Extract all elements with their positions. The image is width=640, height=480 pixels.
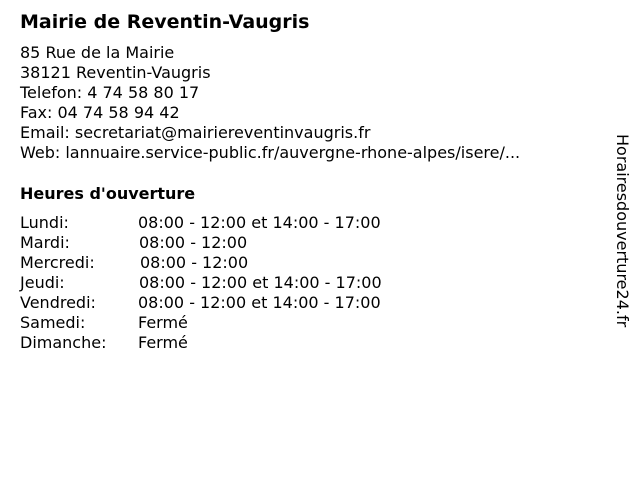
site-watermark: Horairesdouverture24.fr (613, 134, 632, 328)
fax-number: Fax: 04 74 58 94 42 (20, 103, 180, 122)
phone-number: Telefon: 4 74 58 80 17 (20, 83, 200, 102)
day-hours: 08:00 - 12:00 et 14:00 - 17:00 (138, 293, 381, 312)
day-label: Mardi: (20, 233, 70, 252)
page-title: Mairie de Reventin-Vaugris (20, 11, 310, 33)
day-hours: 08:00 - 12:00 et 14:00 - 17:00 (139, 273, 382, 292)
day-label: Vendredi: (20, 293, 96, 312)
day-label: Lundi: (20, 213, 69, 232)
day-hours: 08:00 - 12:00 (140, 253, 249, 272)
day-hours: 08:00 - 12:00 (139, 233, 248, 252)
address-city: 38121 Reventin-Vaugris (20, 63, 211, 82)
day-label: Mercredi: (20, 253, 95, 272)
day-label: Dimanche: (20, 333, 107, 352)
day-label: Samedi: (20, 313, 86, 332)
day-label: Jeudi: (20, 273, 65, 292)
website-link: Web: lannuaire.service-public.fr/auvergne-rhone-alpes/isere/... (20, 143, 521, 162)
address-street: 85 Rue de la Mairie (20, 43, 175, 62)
day-hours: 08:00 - 12:00 et 14:00 - 17:00 (138, 213, 381, 232)
email-address: Email: secretariat@mairiereventinvaugris.fr (20, 123, 371, 142)
hours-heading: Heures d'ouverture (20, 184, 196, 203)
day-hours: Fermé (138, 313, 188, 332)
day-hours: Fermé (138, 333, 188, 352)
contact-block (20, 43, 520, 163)
